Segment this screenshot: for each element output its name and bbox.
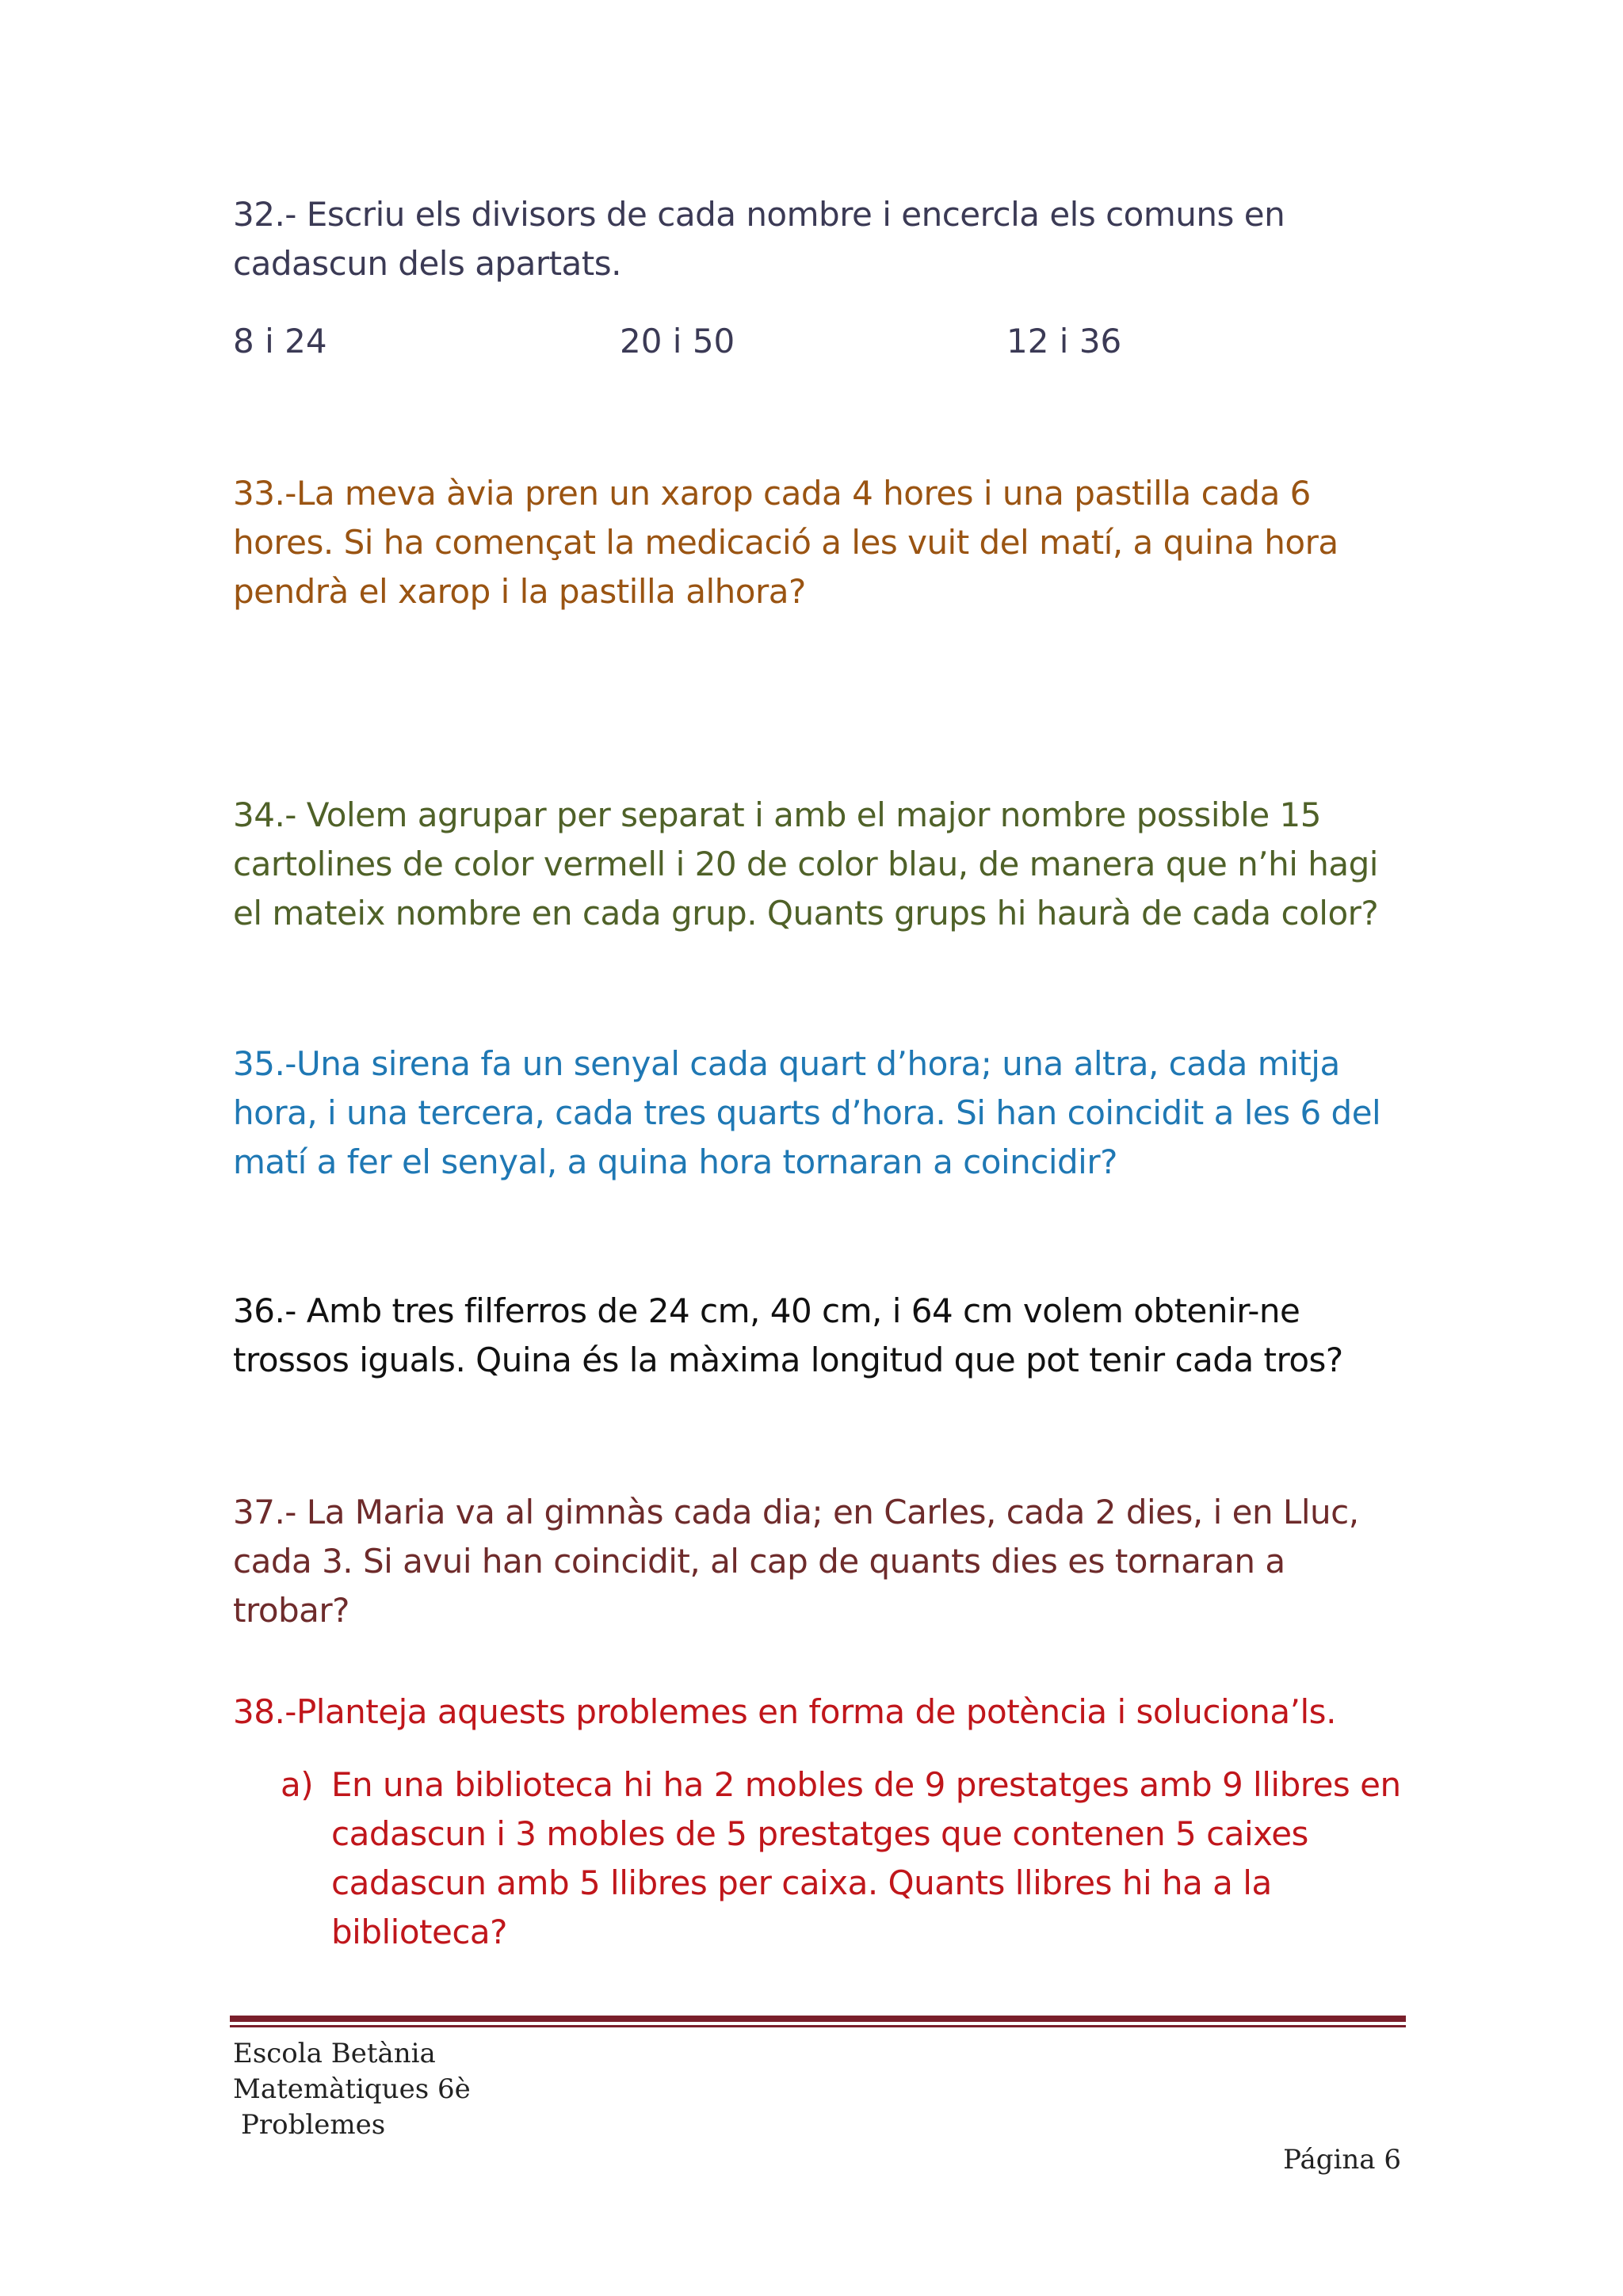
pair-8-24: 8 i 24 [233,322,327,360]
footer-section: Problemes [241,2109,386,2141]
footer-school: Escola Betània [233,2038,436,2069]
problem-38-item-a [281,1760,1406,1957]
problem-32-pairs [233,317,1406,366]
page-number: Página 6 [1283,2144,1401,2176]
problem-38-item-a-text: En una biblioteca hi ha 2 mobles de 9 prestatges amb 9 llibres en cadascun i 3 mobles de 5 prestatges que contenen 5 caixes cadascun amb 5 llibres per caixa. Quants llibres hi ha a la biblioteca? [331,1765,1401,1951]
list-marker: a) [281,1765,314,1804]
footer-subject: Matemàtiques 6è [233,2073,471,2105]
problem-36: 36.- Amb tres filferros de 24 cm, 40 cm, i 64 cm volem obtenir-ne trossos iguals. Quina és la màxima longitud que pot tenir cada tros? [233,1291,1343,1379]
pair-12-36: 12 i 36 [1006,322,1122,360]
problem-32: 32.- Escriu els divisors de cada nombre i encercla els comuns en cadascun dels apartats. [233,195,1285,283]
problem-33: 33.-La meva àvia pren un xarop cada 4 hores i una pastilla cada 6 hores. Si ha començat la medicació a les vuit del matí, a quina hora pendrà el xarop i la pastilla alhora? [233,474,1338,611]
pair-20-50: 20 i 50 [620,322,735,360]
problem-35: 35.-Una sirena fa un senyal cada quart d’hora; una altra, cada mitja hora, i una tercera, cada tres quarts d’hora. Si han coincidit a les 6 del matí a fer el senyal, a quina hora tornaran a coincidir? [233,1044,1381,1181]
problem-37: 37.- La Maria va al gimnàs cada dia; en Carles, cada 2 dies, i en Lluc, cada 3. Si avui han coincidit, al cap de quants dies es tornaran a trobar? [233,1493,1359,1630]
problem-34: 34.- Volem agrupar per separat i amb el major nombre possible 15 cartolines de color vermell i 20 de color blau, de manera que n’hi hagi el mateix nombre en cada grup. Quants grups hi haurà de cada color? [233,795,1379,933]
footer [233,2036,471,2143]
footer-rule-thin [230,2025,1406,2027]
footer-rule-thick [230,2016,1406,2022]
problem-38: 38.-Planteja aquests problemes en forma de potència i soluciona’ls. [233,1692,1336,1731]
